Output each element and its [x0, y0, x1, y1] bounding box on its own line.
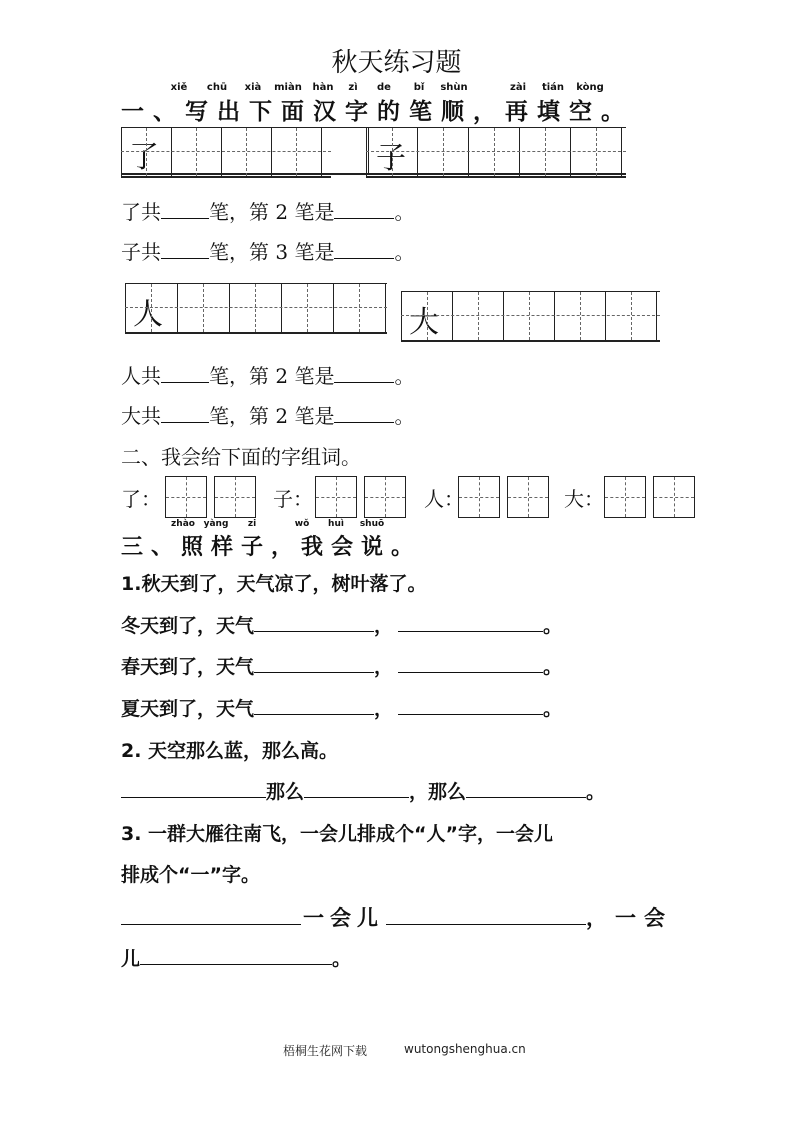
fill-line-da: [121, 400, 414, 429]
grid-dash: [580, 292, 581, 340]
word-label-ren: 人：: [424, 487, 464, 511]
grid-character: 人: [133, 297, 163, 332]
section3-heading: 三、照样子，我会说。: [121, 535, 422, 560]
fill-line-liao: [121, 196, 414, 225]
answer-blank[interactable]: [398, 694, 543, 715]
grid-dash: [427, 292, 428, 340]
page-title: 秋天练习题: [331, 48, 462, 78]
q2-answer-line: [121, 777, 605, 804]
grid-line: [171, 128, 172, 176]
pinyin: bǐ: [413, 82, 425, 93]
grid-line: [321, 128, 322, 176]
pinyin: wǒ: [294, 519, 310, 529]
grid-dash: [596, 128, 597, 176]
pinyin: chū: [206, 82, 228, 93]
prompt-text: 春天到了，天气: [121, 656, 255, 678]
pinyin: zhào: [171, 519, 195, 529]
grid-dash: [307, 284, 308, 332]
word-label-da: 大：: [564, 487, 604, 511]
grid-line: [570, 128, 571, 176]
grid-line: [605, 292, 606, 340]
char: 大: [121, 404, 141, 428]
grid-character: 子: [376, 141, 406, 176]
question-3-line1: 3. 一群大雁往南飞，一会儿排成个“人”字，一会儿: [121, 823, 554, 845]
fill-line-ren: [121, 360, 414, 389]
pinyin: tián: [541, 82, 565, 93]
text-end: 。: [394, 404, 415, 428]
pinyin: zì: [348, 82, 358, 93]
answer-blank[interactable]: [254, 652, 374, 673]
section1-heading: 一、写出下面汉字的笔顺，再填空。: [121, 99, 633, 125]
tianzige-box[interactable]: [604, 476, 646, 518]
footer-site-name: 梧桐生花网下载: [283, 1044, 368, 1058]
text-end: 。: [394, 364, 415, 388]
grid-character: 大: [409, 305, 439, 340]
q1-line-spring: [121, 652, 562, 679]
grid-line: [621, 128, 622, 176]
grid-line: [554, 292, 555, 340]
answer-blank[interactable]: [161, 198, 209, 219]
grid-line: [468, 128, 469, 176]
grid-line: [229, 284, 230, 332]
prompt-text: 夏天到了，天气: [121, 698, 255, 720]
pinyin: miàn: [274, 82, 302, 93]
grid-dash: [255, 284, 256, 332]
period: 。: [543, 615, 563, 637]
pinyin: hàn: [312, 82, 334, 93]
grid-line: [121, 128, 122, 176]
answer-blank[interactable]: [304, 777, 409, 798]
text-middle: 笔，第 3 笔是: [209, 240, 335, 264]
answer-blank[interactable]: [334, 402, 394, 423]
answer-blank[interactable]: [161, 362, 209, 383]
stroke-grid-3[interactable]: [125, 283, 387, 334]
tianzige-box[interactable]: [653, 476, 695, 518]
namo-text: 那么: [266, 781, 305, 803]
period: 。: [543, 698, 563, 720]
tianzige-box[interactable]: [458, 476, 500, 518]
pinyin: yàng: [203, 519, 229, 529]
answer-blank[interactable]: [121, 777, 266, 798]
grid-line: [452, 292, 453, 340]
grid-dash: [366, 151, 626, 152]
prompt-text: 冬天到了，天气: [121, 615, 255, 637]
tianzige-box[interactable]: [165, 476, 207, 518]
text-middle: 笔，第 2 笔是: [209, 364, 335, 388]
tianzige-box[interactable]: [315, 476, 357, 518]
er-text: 儿: [121, 948, 141, 970]
text-middle: 笔，第 2 笔是: [209, 404, 335, 428]
answer-blank[interactable]: [334, 238, 394, 259]
text-gong: 共: [141, 364, 161, 388]
q3-answer-line1: [121, 902, 673, 932]
grid-dash: [631, 292, 632, 340]
period: 。: [543, 656, 563, 678]
answer-blank[interactable]: [254, 694, 374, 715]
text-end: 。: [394, 240, 415, 264]
grid-dash: [401, 315, 660, 316]
grid-line: [125, 284, 126, 332]
grid-dash: [125, 307, 387, 308]
text-gong: 共: [141, 404, 161, 428]
stroke-grid-4[interactable]: [401, 291, 660, 342]
answer-blank[interactable]: [140, 944, 332, 965]
grid-line: [271, 128, 272, 176]
grid-dash: [296, 128, 297, 176]
grid-dash: [121, 151, 331, 152]
text-middle: 笔，第 2 笔是: [209, 200, 335, 224]
pinyin: shùn: [440, 82, 468, 93]
fill-line-zi: [121, 236, 414, 265]
section2-heading: 二、我会给下面的字组词。: [121, 445, 361, 469]
answer-blank[interactable]: [386, 904, 586, 925]
answer-blank[interactable]: [466, 777, 586, 798]
grid-line: [221, 128, 222, 176]
grid-line: [656, 292, 657, 340]
word-label-zi: 子：: [273, 487, 313, 511]
char: 了: [121, 200, 141, 224]
answer-blank[interactable]: [398, 652, 543, 673]
stroke-grid-2[interactable]: [366, 127, 626, 178]
answer-blank[interactable]: [121, 904, 301, 925]
tianzige-box[interactable]: [214, 476, 256, 518]
yihuier-text: 一会儿: [303, 906, 384, 930]
grid-dash: [196, 128, 197, 176]
stroke-grid-1[interactable]: [121, 127, 331, 178]
pinyin: shuō: [359, 519, 385, 529]
q1-line-winter: [121, 611, 562, 638]
grid-dash: [529, 292, 530, 340]
grid-line: [366, 128, 367, 176]
namo-text: ，那么: [409, 781, 467, 803]
pinyin: xià: [244, 82, 262, 93]
pinyin: huì: [328, 519, 344, 529]
comma: ，: [374, 698, 394, 720]
grid-dash: [359, 284, 360, 332]
period: 。: [586, 781, 606, 803]
grid-dash: [478, 292, 479, 340]
char: 子: [121, 240, 141, 264]
tianzige-box[interactable]: [364, 476, 406, 518]
answer-blank[interactable]: [254, 611, 374, 632]
answer-blank[interactable]: [161, 402, 209, 423]
question-2: 2. 天空那么蓝，那么高。: [121, 740, 339, 762]
char: 人: [121, 364, 141, 388]
pinyin: kòng: [576, 82, 604, 93]
grid-line: [401, 292, 402, 340]
comma: ，: [374, 615, 394, 637]
pinyin: zài: [510, 82, 526, 93]
grid-line: [177, 284, 178, 332]
grid-dash: [392, 128, 393, 176]
pinyin: zi: [247, 519, 257, 529]
grid-line: [385, 284, 386, 332]
grid-line: [519, 128, 520, 176]
word-label-liao: 了：: [121, 487, 161, 511]
q3-answer-line2: [121, 944, 351, 971]
answer-blank[interactable]: [334, 362, 394, 383]
grid-dash: [545, 128, 546, 176]
pinyin: xiě: [170, 82, 188, 93]
footer-site-url[interactable]: wutongshenghua.cn: [404, 1042, 526, 1056]
answer-blank[interactable]: [334, 198, 394, 219]
yihui-text: ，一会: [586, 906, 673, 930]
text-gong: 共: [141, 240, 161, 264]
text-end: 。: [394, 200, 415, 224]
period: 。: [332, 948, 352, 970]
text-gong: 共: [141, 200, 161, 224]
grid-line: [333, 284, 334, 332]
answer-blank[interactable]: [161, 238, 209, 259]
grid-character: 了: [129, 140, 159, 175]
question-1: 1.秋天到了，天气凉了，树叶落了。: [121, 573, 427, 595]
grid-dash: [246, 128, 247, 176]
grid-dash: [151, 284, 152, 332]
grid-dash: [203, 284, 204, 332]
q1-line-summer: [121, 694, 562, 721]
question-3-line2: 排成个“一”字。: [121, 864, 260, 886]
pinyin: de: [377, 82, 391, 93]
comma: ，: [374, 656, 394, 678]
answer-blank[interactable]: [398, 611, 543, 632]
grid-line: [417, 128, 418, 176]
grid-dash: [494, 128, 495, 176]
grid-dash: [146, 128, 147, 176]
grid-line: [503, 292, 504, 340]
grid-dash: [443, 128, 444, 176]
grid-line: [281, 284, 282, 332]
tianzige-box[interactable]: [507, 476, 549, 518]
